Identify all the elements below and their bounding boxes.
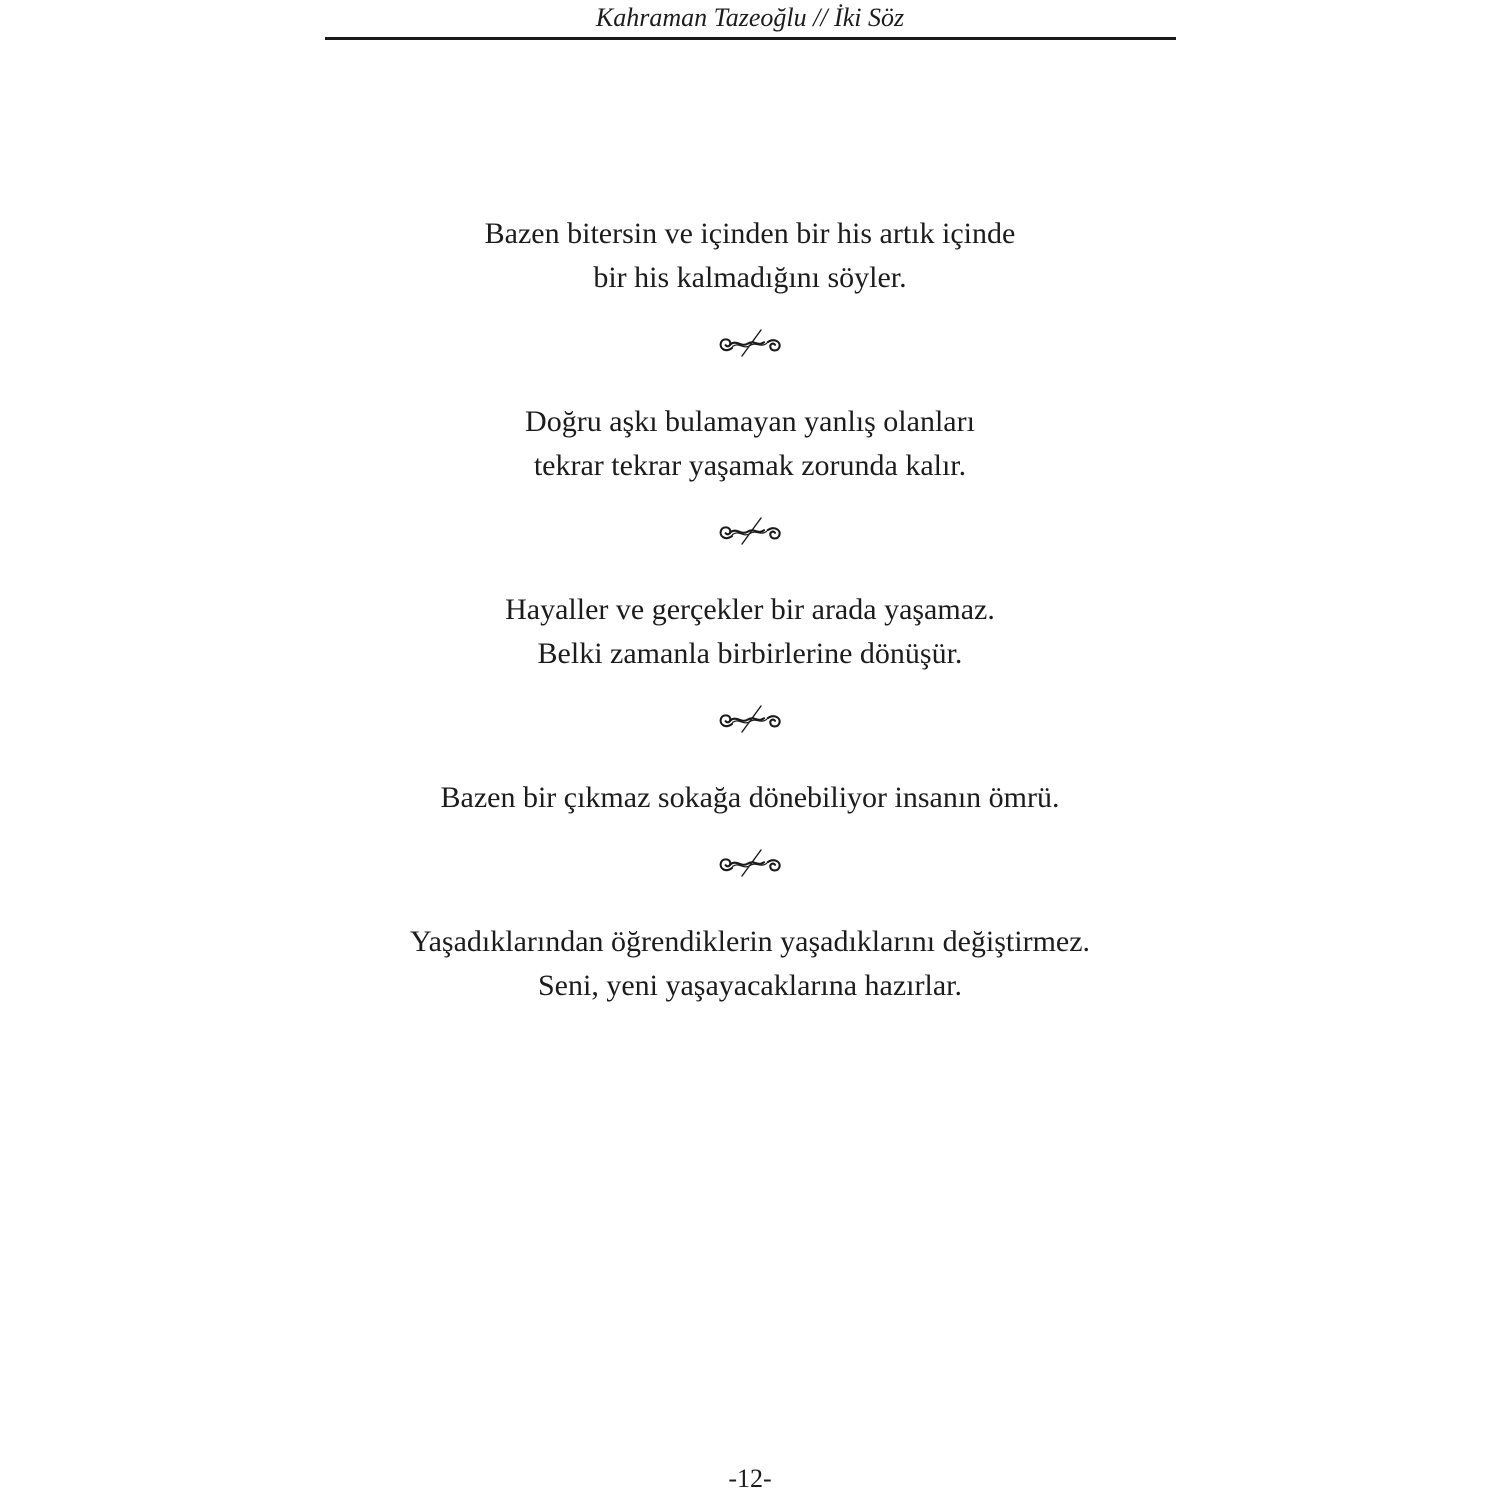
page-footer (0, 1464, 1500, 1494)
quote-2-line-1: Doğru aşkı bulamayan yanlış olanları (525, 405, 975, 438)
quote-2-line-2: tekrar tekrar yaşamak zorunda kalır. (533, 449, 967, 482)
quote-2 (0, 400, 1500, 488)
page-header-title: Kahraman Tazeoğlu // İki Söz (595, 3, 905, 32)
divider-flourish-icon (718, 328, 782, 358)
quote-4 (0, 776, 1500, 820)
quote-3-line-2: Belki zamanla birbirlerine dönüşür. (537, 637, 963, 670)
quote-4-line-1: Bazen bir çıkmaz sokağa dönebiliyor insanın ömrü. (440, 781, 1060, 814)
quotes-content (0, 212, 1500, 1008)
running-header (0, 0, 1500, 40)
page-number: -12- (728, 1464, 772, 1493)
header-rule (325, 37, 1176, 40)
divider-flourish-icon (718, 704, 782, 734)
quote-3-line-1: Hayaller ve gerçekler bir arada yaşamaz. (505, 593, 995, 626)
quote-5-line-1: Yaşadıklarından öğrendiklerin yaşadıklarını değiştirmez. (409, 925, 1091, 958)
quote-3 (0, 588, 1500, 676)
quote-1-line-2: bir his kalmadığını söyler. (593, 261, 907, 294)
quote-5-line-2: Seni, yeni yaşayacaklarına hazırlar. (538, 969, 962, 1002)
quote-1 (0, 212, 1500, 300)
divider-flourish-icon (718, 848, 782, 878)
quote-5 (0, 920, 1500, 1008)
divider-flourish-icon (718, 516, 782, 546)
quote-1-line-1: Bazen bitersin ve içinden bir his artık içinde (484, 217, 1016, 250)
